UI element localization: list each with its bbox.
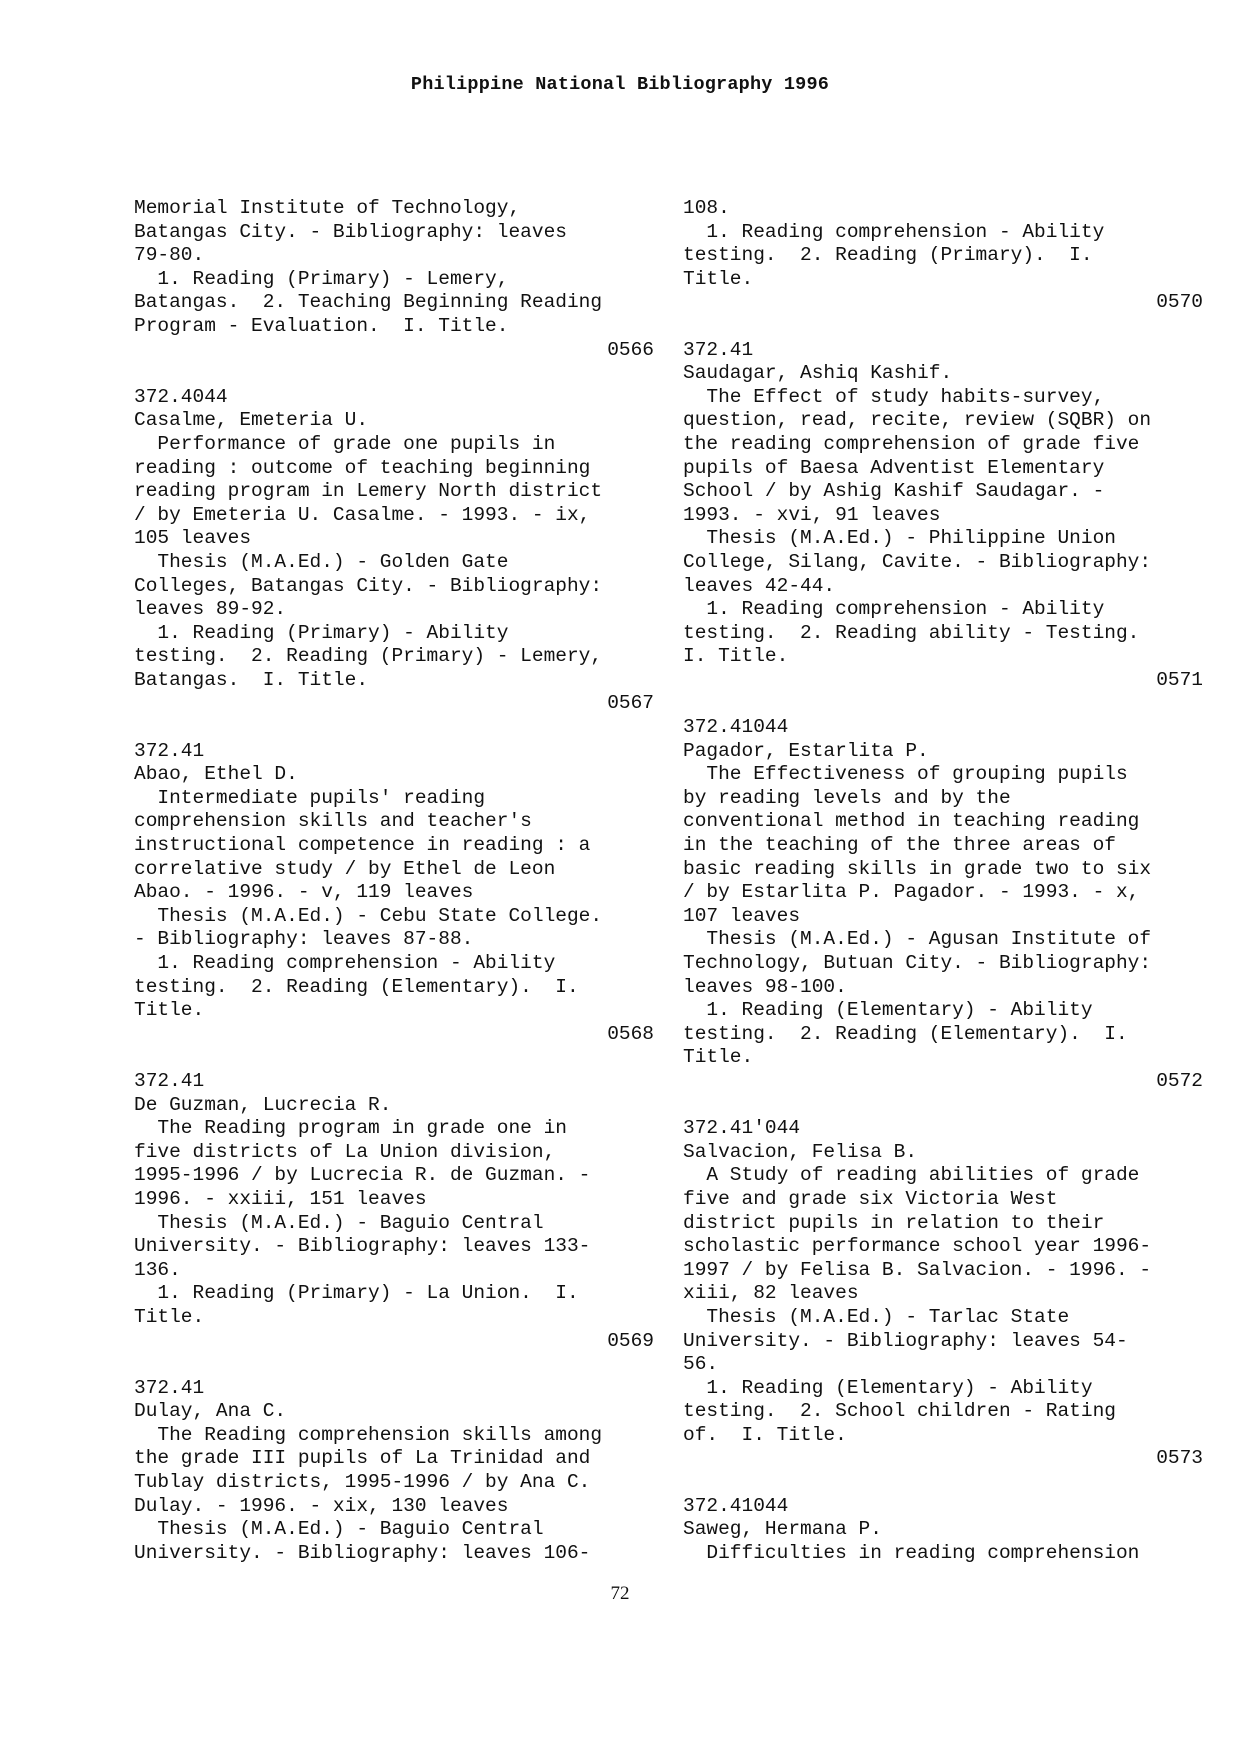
entry-line: University. - Bibliography: leaves 133- (134, 1235, 591, 1258)
entry-line: Title. (134, 1305, 205, 1328)
entry-line: 1. Reading comprehension - Ability (683, 220, 1105, 243)
entry-line: testing. 2. Reading (Primary). I. (683, 244, 1093, 267)
entry-line: 1. Reading (Elementary) - Ability (683, 1376, 1093, 1399)
entry-line: The Reading comprehension skills among (134, 1423, 603, 1446)
entry-line: 1. Reading (Primary) - Ability (134, 621, 509, 644)
entry-line: leaves 98-100. (683, 975, 847, 998)
entry-line: testing. 2. Reading (Primary) - Lemery, (134, 645, 603, 668)
entry-line: the reading comprehension of grade five (683, 432, 1140, 455)
entry-line: xiii, 82 leaves (683, 1282, 859, 1305)
entry-line: Technology, Butuan City. - Bibliography: (683, 952, 1152, 974)
entry-number: 0570 (1156, 291, 1203, 314)
entry-line: Thesis (M.A.Ed.) - Philippine Union (683, 527, 1116, 550)
entry-line: School / by Ashig Kashif Saudagar. - (683, 480, 1105, 503)
entry-line: 372.41'044 (683, 1117, 801, 1140)
entry-line: Intermediate pupils' reading (134, 786, 486, 809)
blank-line (683, 1471, 1203, 1495)
entry-line: 1. Reading comprehension - Ability (134, 952, 556, 974)
entry-line: Title. (683, 267, 754, 290)
entry-line: Thesis (M.A.Ed.) - Tarlac State (683, 1305, 1070, 1328)
entry-line: comprehension skills and teacher's (134, 810, 532, 833)
blank-line (134, 716, 654, 740)
entry-line: Abao. - 1996. - v, 119 leaves (134, 881, 474, 904)
entry-line: five and grade six Victoria West (683, 1187, 1058, 1210)
entry-line: Thesis (M.A.Ed.) - Cebu State College. (134, 904, 603, 927)
entry-line: testing. 2. School children - Rating (683, 1400, 1116, 1423)
entry-line: Dulay, Ana C. (134, 1400, 287, 1423)
entry-line: 1993. - xvi, 91 leaves (683, 503, 941, 526)
entry-line: 1. Reading (Primary) - La Union. I. (134, 1282, 579, 1305)
entry-number: 0573 (1156, 1447, 1203, 1470)
blank-line (134, 1353, 654, 1377)
entry-line: The Effect of study habits-survey, (683, 385, 1105, 408)
entry-line: The Reading program in grade one in (134, 1117, 567, 1140)
entry-line: 136. (134, 1258, 181, 1281)
entry-line: district pupils in relation to their (683, 1211, 1105, 1234)
entry-line: five districts of La Union division, (134, 1140, 556, 1163)
entry-line: 79-80. (134, 244, 205, 267)
entry-line: 372.41 (683, 338, 754, 361)
entry-line: Difficulties in reading comprehension (683, 1541, 1140, 1564)
entry-line: / by Estarlita P. Pagador. - 1993. - x, (683, 881, 1140, 904)
entry-line: leaves 42-44. (683, 574, 836, 597)
entry-line: in the teaching of the three areas of (683, 834, 1116, 857)
entry-number: 0568 (607, 1022, 654, 1045)
entry-number: 0567 (607, 692, 654, 715)
entry-line: Thesis (M.A.Ed.) - Golden Gate (134, 550, 509, 573)
entry-line: testing. 2. Reading (Elementary). I. (683, 1022, 1128, 1045)
entry-line: 56. (683, 1353, 719, 1376)
entry-line: correlative study / by Ethel de Leon (134, 857, 556, 880)
entry-line: Performance of grade one pupils in (134, 432, 556, 455)
entry-line: Saudagar, Ashiq Kashif. (683, 362, 953, 385)
entry-line: Thesis (M.A.Ed.) - Baguio Central (134, 1211, 544, 1234)
blank-line (134, 362, 654, 386)
entry-line: Pagador, Estarlita P. (683, 739, 929, 762)
entry-line: instructional competence in reading : a (134, 834, 591, 857)
entry-line: 372.41044 (683, 1494, 789, 1517)
entry-line: Abao, Ethel D. (134, 763, 298, 786)
entry-line: basic reading skills in grade two to six (683, 857, 1152, 880)
entry-line: 372.41 (134, 1069, 205, 1092)
entry-line: A Study of reading abilities of grade (683, 1164, 1140, 1187)
page-number: 72 (610, 1583, 630, 1604)
entry-line: 372.41 (134, 739, 205, 762)
entry-line: of. I. Title. (683, 1423, 847, 1446)
entry-line: Batangas City. - Bibliography: leaves (134, 220, 567, 243)
entry-line: Batangas. 2. Teaching Beginning Reading (134, 291, 603, 314)
entry-line: 1. Reading comprehension - Ability (683, 598, 1105, 621)
entry-line: scholastic performance school year 1996- (683, 1235, 1152, 1258)
entry-line: 107 leaves (683, 904, 801, 927)
entry-line: University. - Bibliography: leaves 54- (683, 1329, 1128, 1352)
entry-line: 372.41 (134, 1376, 205, 1399)
entry-line: Memorial Institute of Technology, (134, 197, 521, 219)
entry-line: 1. Reading (Primary) - Lemery, (134, 267, 509, 290)
entry-line: testing. 2. Reading (Elementary). I. (134, 975, 579, 998)
entry-line: I. Title. (683, 645, 789, 668)
blank-line (683, 692, 1203, 716)
entry-number: 0569 (607, 1329, 654, 1352)
entry-line: 372.4044 (134, 385, 228, 408)
entry-line: Casalme, Emeteria U. (134, 409, 369, 432)
entry-line: De Guzman, Lucrecia R. (134, 1093, 392, 1116)
entry-line: Program - Evaluation. I. Title. (134, 314, 509, 337)
page-header-title: Philippine National Bibliography 1996 (410, 74, 830, 95)
entry-line: Thesis (M.A.Ed.) - Baguio Central (134, 1518, 544, 1541)
entry-line: 1995-1996 / by Lucrecia R. de Guzman. - (134, 1164, 591, 1187)
entry-line: Salvacion, Felisa B. (683, 1140, 918, 1163)
entry-line: Dulay. - 1996. - xix, 130 leaves (134, 1494, 509, 1517)
entry-line: 108. (683, 197, 730, 219)
entry-line: University. - Bibliography: leaves 106- (134, 1541, 591, 1564)
entry-line: pupils of Baesa Adventist Elementary (683, 456, 1105, 479)
entry-line: Saweg, Hermana P. (683, 1518, 882, 1541)
entry-line: leaves 89-92. (134, 598, 287, 621)
entry-line: Title. (134, 999, 205, 1022)
entry-line: 372.41044 (683, 716, 789, 739)
entry-line: 105 leaves (134, 527, 252, 550)
blank-line (134, 1046, 654, 1070)
left-column (134, 197, 654, 1565)
blank-line (683, 315, 1203, 339)
entry-line: Colleges, Batangas City. - Bibliography: (134, 574, 603, 597)
entry-line: Thesis (M.A.Ed.) - Agusan Institute of (683, 928, 1152, 951)
entry-line: College, Silang, Cavite. - Bibliography: (683, 550, 1152, 573)
entry-line: reading program in Lemery North district (134, 480, 603, 503)
entry-line: Title. (683, 1046, 754, 1069)
entry-line: Tublay districts, 1995-1996 / by Ana C. (134, 1471, 591, 1494)
entry-line: the grade III pupils of La Trinidad and (134, 1447, 591, 1470)
entry-line: / by Emeteria U. Casalme. - 1993. - ix, (134, 503, 591, 526)
entry-line: - Bibliography: leaves 87-88. (134, 928, 474, 951)
entry-line: Batangas. I. Title. (134, 668, 369, 691)
entry-number: 0571 (1156, 668, 1203, 691)
entry-line: by reading levels and by the (683, 786, 1011, 809)
entry-number: 0572 (1156, 1069, 1203, 1092)
entry-line: testing. 2. Reading ability - Testing. (683, 621, 1140, 644)
blank-line (683, 1094, 1203, 1118)
entry-line: 1996. - xxiii, 151 leaves (134, 1187, 427, 1210)
entry-line: The Effectiveness of grouping pupils (683, 763, 1128, 786)
entry-line: 1. Reading (Elementary) - Ability (683, 999, 1093, 1022)
entry-line: question, read, recite, review (SQBR) on (683, 409, 1152, 432)
right-column (683, 197, 1203, 1565)
entry-line: conventional method in teaching reading (683, 810, 1140, 833)
entry-number: 0566 (607, 338, 654, 361)
entry-line: 1997 / by Felisa B. Salvacion. - 1996. - (683, 1258, 1152, 1281)
entry-line: reading : outcome of teaching beginning (134, 456, 591, 479)
